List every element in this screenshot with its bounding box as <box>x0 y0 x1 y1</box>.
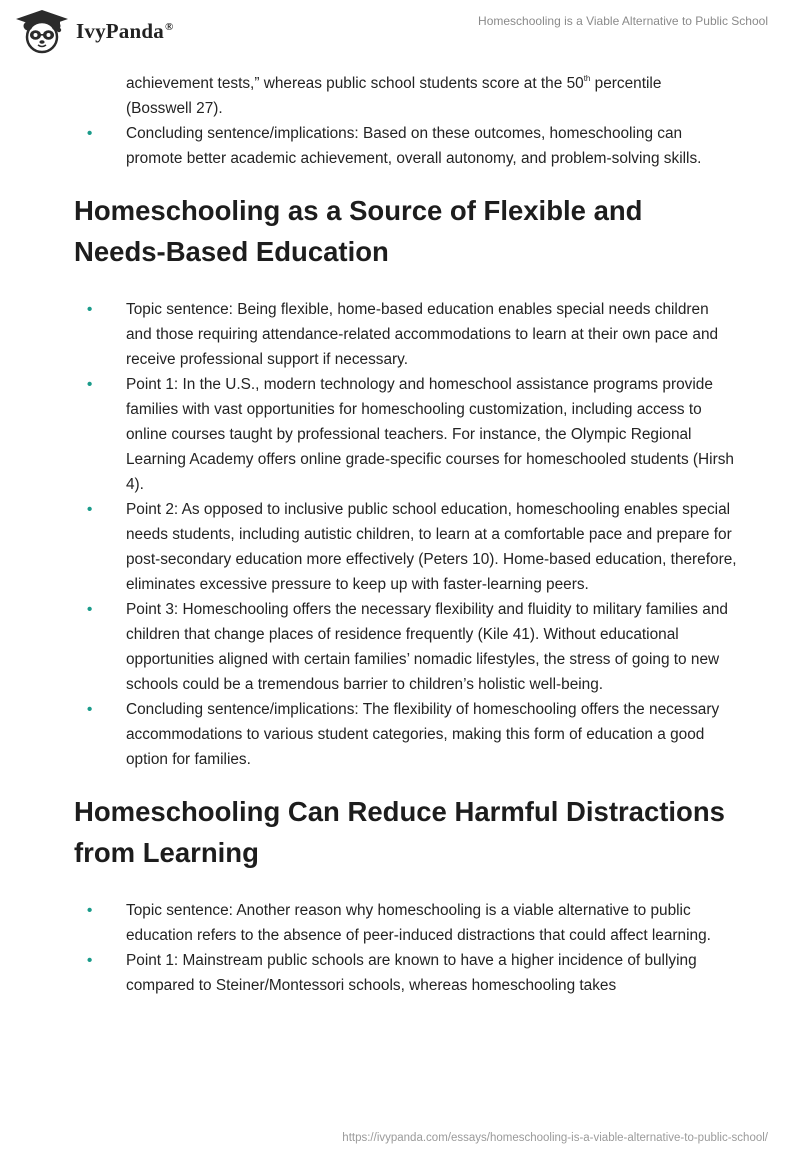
list-item-continuation: achievement tests,” whereas public school students score at the 50th percentile (Bosswell 27). <box>126 74 662 117</box>
list-item: • Topic sentence: Being flexible, home-based education enables special needs children and those requiring attendance-related accommodations to learn at their own pace and receive professional support if necessary. <box>0 297 800 372</box>
bullet-icon: • <box>87 701 93 718</box>
bullet-icon: • <box>87 376 93 393</box>
page-header <box>0 0 800 64</box>
brand-name: IvyPanda® <box>76 18 174 43</box>
bullet-icon: • <box>87 501 93 518</box>
bullet-icon: • <box>87 301 93 318</box>
source-url[interactable]: https://ivypanda.com/essays/homeschooling-is-a-viable-alternative-to-public-school/ <box>342 1132 768 1144</box>
bullet-icon: • <box>87 125 93 142</box>
section-heading: Homeschooling as a Source of Flexible and Needs-Based Education <box>74 195 643 267</box>
essay-outline <box>0 71 800 998</box>
list-item: • Point 2: As opposed to inclusive public school education, homeschooling enables special needs students, including autistic children, to learn at a comfortable pace and prepare for post-secondary education more effectively (Peters 10). Home-based education, therefore, eliminates excessive pressure to keep up with faster-learning peers. <box>0 497 800 597</box>
list-item: • Concluding sentence/implications: Based on these outcomes, homeschooling can promote better academic achievement, overall autonomy, and problem-solving skills. <box>0 121 800 171</box>
bullet-icon: • <box>87 902 93 919</box>
document-title: Homeschooling is a Viable Alternative to Public School <box>478 14 768 28</box>
list-item: • Point 1: Mainstream public schools are known to have a higher incidence of bullying compared to Steiner/Montessori schools, whereas homeschooling takes <box>0 948 800 998</box>
list-item: • Point 3: Homeschooling offers the necessary flexibility and fluidity to military families and children that change places of residence frequently (Kile 41). Without educational opportunities aligned with certain families’ nomadic lifestyles, the stress of going to new schools could be a tremendous barrier to children’s holistic well-being. <box>0 597 800 697</box>
section-heading: Homeschooling Can Reduce Harmful Distractions from Learning <box>74 796 725 868</box>
list-item: • Point 1: In the U.S., modern technology and homeschool assistance programs provide families with vast opportunities for homeschooling customization, including access to online courses taught by professional teachers. For instance, the Olympic Regional Learning Academy offers online grade-specific courses for homeschooled students (Hirsh 4). <box>0 372 800 497</box>
ivypanda-logo[interactable] <box>14 8 173 54</box>
bullet-icon: • <box>87 952 93 969</box>
bullet-icon: • <box>87 601 93 618</box>
list-item: • Concluding sentence/implications: The flexibility of homeschooling offers the necessary accommodations to various student categories, making this form of education a good option for families. <box>0 697 800 772</box>
list-item: • Topic sentence: Another reason why homeschooling is a viable alternative to public education refers to the absence of peer-induced distractions that could affect learning. <box>0 898 800 948</box>
panda-graduate-icon <box>14 8 70 54</box>
